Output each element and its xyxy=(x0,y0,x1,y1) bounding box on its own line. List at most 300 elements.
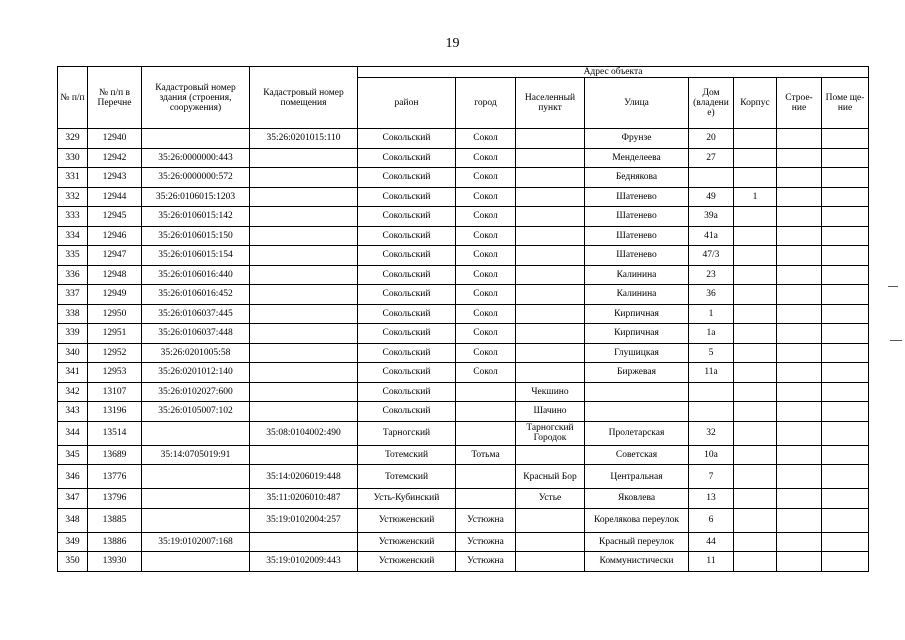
cell-settlement xyxy=(516,226,585,246)
cell-num: 347 xyxy=(58,489,88,509)
cell-house: 1а xyxy=(689,324,734,344)
table-row xyxy=(58,265,869,285)
cell-structure xyxy=(777,421,822,445)
cell-structure xyxy=(777,465,822,489)
table-row xyxy=(58,304,869,324)
cell-list-num: 12952 xyxy=(88,343,142,363)
cell-street: Кирпичная xyxy=(585,324,689,344)
cell-corpus xyxy=(734,402,777,422)
cell-district: Сокольский xyxy=(358,148,456,168)
cell-city xyxy=(456,382,516,402)
cell-district: Сокольский xyxy=(358,363,456,383)
cell-house: 5 xyxy=(689,343,734,363)
property-registry-table xyxy=(57,66,869,572)
cell-district: Сокольский xyxy=(358,226,456,246)
cell-premises xyxy=(822,382,869,402)
cell-structure xyxy=(777,207,822,227)
cell-room-cadastral xyxy=(250,187,358,207)
header-corpus: Корпус xyxy=(734,78,777,129)
cell-premises xyxy=(822,285,869,305)
cell-num: 333 xyxy=(58,207,88,227)
cell-corpus xyxy=(734,168,777,188)
cell-premises xyxy=(822,129,869,149)
cell-corpus xyxy=(734,508,777,532)
cell-premises xyxy=(822,207,869,227)
cell-district: Сокольский xyxy=(358,304,456,324)
cell-room-cadastral: 35:08:0104002:490 xyxy=(250,421,358,445)
cell-list-num: 12943 xyxy=(88,168,142,188)
cell-list-num: 13886 xyxy=(88,532,142,552)
cell-district: Тотемский xyxy=(358,465,456,489)
cell-list-num: 12953 xyxy=(88,363,142,383)
cell-district: Сокольский xyxy=(358,265,456,285)
cell-premises xyxy=(822,226,869,246)
cell-building-cadastral: 35:26:0201005:58 xyxy=(142,343,250,363)
cell-num: 340 xyxy=(58,343,88,363)
cell-list-num: 13196 xyxy=(88,402,142,422)
cell-corpus xyxy=(734,265,777,285)
header-street: Улица xyxy=(585,78,689,129)
cell-room-cadastral: 35:19:0102004:257 xyxy=(250,508,358,532)
cell-building-cadastral: 35:26:0201012:140 xyxy=(142,363,250,383)
cell-corpus xyxy=(734,343,777,363)
cell-premises xyxy=(822,532,869,552)
cell-district: Тарногский xyxy=(358,421,456,445)
header-settlement: Населенный пункт xyxy=(516,78,585,129)
cell-city xyxy=(456,421,516,445)
cell-room-cadastral: 35:11:0206010:487 xyxy=(250,489,358,509)
cell-corpus xyxy=(734,382,777,402)
cell-premises xyxy=(822,343,869,363)
cell-city: Сокол xyxy=(456,343,516,363)
table-row xyxy=(58,508,869,532)
cell-building-cadastral: 35:26:0105007:102 xyxy=(142,402,250,422)
cell-settlement xyxy=(516,445,585,465)
cell-street: Шатенево xyxy=(585,207,689,227)
cell-street: Калинина xyxy=(585,285,689,305)
cell-num: 338 xyxy=(58,304,88,324)
cell-settlement xyxy=(516,168,585,188)
cell-corpus xyxy=(734,532,777,552)
cell-list-num: 13776 xyxy=(88,465,142,489)
table-row xyxy=(58,363,869,383)
cell-corpus xyxy=(734,324,777,344)
cell-house: 32 xyxy=(689,421,734,445)
cell-house: 49 xyxy=(689,187,734,207)
cell-list-num: 13885 xyxy=(88,508,142,532)
cell-list-num: 12946 xyxy=(88,226,142,246)
cell-premises xyxy=(822,552,869,572)
cell-room-cadastral xyxy=(250,168,358,188)
cell-city: Сокол xyxy=(456,363,516,383)
cell-room-cadastral xyxy=(250,363,358,383)
cell-corpus xyxy=(734,285,777,305)
cell-city xyxy=(456,402,516,422)
cell-district: Сокольский xyxy=(358,207,456,227)
cell-room-cadastral xyxy=(250,207,358,227)
cell-city: Сокол xyxy=(456,285,516,305)
table-row xyxy=(58,465,869,489)
cell-house xyxy=(689,382,734,402)
cell-house: 1 xyxy=(689,304,734,324)
header-city: город xyxy=(456,78,516,129)
cell-building-cadastral xyxy=(142,508,250,532)
cell-structure xyxy=(777,445,822,465)
cell-num: 344 xyxy=(58,421,88,445)
cell-list-num: 12942 xyxy=(88,148,142,168)
table-body xyxy=(58,129,869,572)
cell-settlement xyxy=(516,532,585,552)
header-list-num: № п/п в Перечне xyxy=(88,67,142,129)
cell-city: Сокол xyxy=(456,187,516,207)
margin-mark xyxy=(890,340,902,341)
cell-street: Советская xyxy=(585,445,689,465)
cell-structure xyxy=(777,265,822,285)
cell-building-cadastral: 35:26:0106015:1203 xyxy=(142,187,250,207)
cell-building-cadastral: 35:26:0102027:600 xyxy=(142,382,250,402)
cell-settlement xyxy=(516,552,585,572)
cell-list-num: 12948 xyxy=(88,265,142,285)
cell-structure xyxy=(777,532,822,552)
cell-street: Центральная xyxy=(585,465,689,489)
cell-city: Сокол xyxy=(456,226,516,246)
cell-house: 27 xyxy=(689,148,734,168)
cell-city: Устюжна xyxy=(456,552,516,572)
cell-house: 47/3 xyxy=(689,246,734,266)
cell-city xyxy=(456,465,516,489)
cell-house xyxy=(689,402,734,422)
cell-list-num: 12945 xyxy=(88,207,142,227)
table-row xyxy=(58,532,869,552)
cell-premises xyxy=(822,508,869,532)
cell-num: 337 xyxy=(58,285,88,305)
cell-room-cadastral: 35:14:0206019:448 xyxy=(250,465,358,489)
cell-building-cadastral xyxy=(142,465,250,489)
cell-street: Менделеева xyxy=(585,148,689,168)
cell-district: Устюженский xyxy=(358,532,456,552)
cell-list-num: 12951 xyxy=(88,324,142,344)
cell-house: 41а xyxy=(689,226,734,246)
cell-house: 7 xyxy=(689,465,734,489)
cell-city: Сокол xyxy=(456,168,516,188)
cell-settlement xyxy=(516,363,585,383)
cell-structure xyxy=(777,508,822,532)
cell-structure xyxy=(777,324,822,344)
cell-district: Тотемский xyxy=(358,445,456,465)
cell-room-cadastral xyxy=(250,304,358,324)
cell-settlement xyxy=(516,304,585,324)
cell-corpus xyxy=(734,552,777,572)
cell-num: 350 xyxy=(58,552,88,572)
cell-house: 23 xyxy=(689,265,734,285)
cell-house: 44 xyxy=(689,532,734,552)
cell-district: Устюженский xyxy=(358,552,456,572)
cell-street: Калинина xyxy=(585,265,689,285)
cell-room-cadastral xyxy=(250,532,358,552)
header-address-group: Адрес объекта xyxy=(358,67,869,78)
cell-building-cadastral: 35:26:0106015:154 xyxy=(142,246,250,266)
cell-structure xyxy=(777,382,822,402)
cell-house xyxy=(689,168,734,188)
cell-structure xyxy=(777,285,822,305)
cell-house: 36 xyxy=(689,285,734,305)
cell-settlement xyxy=(516,187,585,207)
cell-corpus xyxy=(734,246,777,266)
cell-street: Пролетарская xyxy=(585,421,689,445)
header-num: № п/п xyxy=(58,67,88,129)
cell-room-cadastral: 35:19:0102009:443 xyxy=(250,552,358,572)
cell-city: Сокол xyxy=(456,129,516,149)
cell-num: 343 xyxy=(58,402,88,422)
cell-city: Сокол xyxy=(456,324,516,344)
cell-settlement xyxy=(516,265,585,285)
cell-city xyxy=(456,489,516,509)
table-row xyxy=(58,207,869,227)
cell-list-num: 13930 xyxy=(88,552,142,572)
cell-num: 332 xyxy=(58,187,88,207)
cell-district: Сокольский xyxy=(358,382,456,402)
cell-building-cadastral: 35:26:0106037:445 xyxy=(142,304,250,324)
cell-num: 334 xyxy=(58,226,88,246)
cell-house: 6 xyxy=(689,508,734,532)
table-row xyxy=(58,343,869,363)
cell-corpus xyxy=(734,421,777,445)
cell-room-cadastral xyxy=(250,285,358,305)
cell-premises xyxy=(822,489,869,509)
cell-settlement xyxy=(516,207,585,227)
cell-structure xyxy=(777,246,822,266)
cell-city: Сокол xyxy=(456,148,516,168)
cell-num: 335 xyxy=(58,246,88,266)
cell-house: 13 xyxy=(689,489,734,509)
cell-settlement: Тарногский Городок xyxy=(516,421,585,445)
cell-corpus xyxy=(734,207,777,227)
cell-city: Тотьма xyxy=(456,445,516,465)
table-row xyxy=(58,402,869,422)
cell-list-num: 13107 xyxy=(88,382,142,402)
cell-premises xyxy=(822,445,869,465)
cell-street xyxy=(585,402,689,422)
cell-num: 329 xyxy=(58,129,88,149)
cell-street: Беднякова xyxy=(585,168,689,188)
cell-building-cadastral: 35:26:0106016:452 xyxy=(142,285,250,305)
cell-list-num: 12947 xyxy=(88,246,142,266)
cell-settlement xyxy=(516,129,585,149)
cell-building-cadastral: 35:19:0102007:168 xyxy=(142,532,250,552)
cell-num: 342 xyxy=(58,382,88,402)
table-row xyxy=(58,382,869,402)
cell-street xyxy=(585,382,689,402)
cell-num: 348 xyxy=(58,508,88,532)
cell-corpus xyxy=(734,148,777,168)
header-district: район xyxy=(358,78,456,129)
cell-district: Сокольский xyxy=(358,246,456,266)
table-row xyxy=(58,421,869,445)
cell-building-cadastral: 35:26:0106037:448 xyxy=(142,324,250,344)
cell-corpus xyxy=(734,129,777,149)
table-row xyxy=(58,129,869,149)
cell-num: 341 xyxy=(58,363,88,383)
cell-settlement xyxy=(516,343,585,363)
cell-premises xyxy=(822,148,869,168)
cell-num: 331 xyxy=(58,168,88,188)
cell-premises xyxy=(822,304,869,324)
cell-corpus xyxy=(734,445,777,465)
cell-street: Яковлева xyxy=(585,489,689,509)
cell-building-cadastral: 35:26:0106015:142 xyxy=(142,207,250,227)
cell-building-cadastral xyxy=(142,552,250,572)
cell-settlement xyxy=(516,148,585,168)
cell-premises xyxy=(822,402,869,422)
cell-list-num: 13796 xyxy=(88,489,142,509)
cell-room-cadastral xyxy=(250,445,358,465)
cell-district: Усть-Кубинский xyxy=(358,489,456,509)
cell-house: 11 xyxy=(689,552,734,572)
cell-list-num: 13689 xyxy=(88,445,142,465)
table-row xyxy=(58,226,869,246)
cell-building-cadastral: 35:26:0000000:572 xyxy=(142,168,250,188)
cell-building-cadastral xyxy=(142,421,250,445)
cell-corpus xyxy=(734,489,777,509)
cell-room-cadastral xyxy=(250,246,358,266)
cell-structure xyxy=(777,168,822,188)
cell-street: Шатенево xyxy=(585,226,689,246)
cell-structure xyxy=(777,363,822,383)
cell-room-cadastral xyxy=(250,382,358,402)
header-house: Дом (владени е) xyxy=(689,78,734,129)
header-room-cadastral: Кадастровый номер помещения xyxy=(250,67,358,129)
cell-structure xyxy=(777,226,822,246)
cell-building-cadastral: 35:26:0106016:440 xyxy=(142,265,250,285)
cell-city: Устюжна xyxy=(456,508,516,532)
cell-room-cadastral xyxy=(250,265,358,285)
cell-structure xyxy=(777,489,822,509)
cell-premises xyxy=(822,421,869,445)
cell-street: Шатенево xyxy=(585,187,689,207)
cell-district: Сокольский xyxy=(358,129,456,149)
cell-settlement xyxy=(516,508,585,532)
cell-room-cadastral xyxy=(250,343,358,363)
header-premises: Поме ще- ние xyxy=(822,78,869,129)
table-row xyxy=(58,445,869,465)
cell-district: Сокольский xyxy=(358,324,456,344)
cell-room-cadastral xyxy=(250,402,358,422)
cell-district: Сокольский xyxy=(358,343,456,363)
cell-building-cadastral: 35:14:0705019:91 xyxy=(142,445,250,465)
cell-settlement: Устье xyxy=(516,489,585,509)
cell-street: Коммунистически xyxy=(585,552,689,572)
cell-city: Сокол xyxy=(456,265,516,285)
cell-room-cadastral xyxy=(250,148,358,168)
margin-mark xyxy=(888,286,898,287)
cell-room-cadastral: 35:26:0201015:110 xyxy=(250,129,358,149)
cell-num: 346 xyxy=(58,465,88,489)
cell-settlement xyxy=(516,324,585,344)
cell-settlement xyxy=(516,285,585,305)
cell-list-num: 13514 xyxy=(88,421,142,445)
table-row xyxy=(58,168,869,188)
cell-premises xyxy=(822,363,869,383)
cell-corpus xyxy=(734,226,777,246)
cell-structure xyxy=(777,304,822,324)
table-row xyxy=(58,552,869,572)
cell-room-cadastral xyxy=(250,226,358,246)
cell-city: Сокол xyxy=(456,246,516,266)
cell-corpus: 1 xyxy=(734,187,777,207)
cell-building-cadastral: 35:26:0000000:443 xyxy=(142,148,250,168)
page-number: 19 xyxy=(445,36,460,51)
cell-settlement: Красный Бор xyxy=(516,465,585,489)
cell-premises xyxy=(822,324,869,344)
cell-corpus xyxy=(734,363,777,383)
cell-house: 39а xyxy=(689,207,734,227)
cell-street: Шатенево xyxy=(585,246,689,266)
table-row xyxy=(58,246,869,266)
cell-district: Сокольский xyxy=(358,187,456,207)
cell-house: 20 xyxy=(689,129,734,149)
cell-city: Сокол xyxy=(456,304,516,324)
cell-list-num: 12950 xyxy=(88,304,142,324)
cell-street: Биржевая xyxy=(585,363,689,383)
cell-building-cadastral xyxy=(142,129,250,149)
cell-structure xyxy=(777,148,822,168)
cell-list-num: 12940 xyxy=(88,129,142,149)
cell-house: 11а xyxy=(689,363,734,383)
cell-structure xyxy=(777,402,822,422)
cell-settlement: Чекшино xyxy=(516,382,585,402)
cell-street: Корелякова переулок xyxy=(585,508,689,532)
table-row xyxy=(58,324,869,344)
header-structure: Строе- ние xyxy=(777,78,822,129)
cell-structure xyxy=(777,187,822,207)
cell-list-num: 12944 xyxy=(88,187,142,207)
cell-settlement xyxy=(516,246,585,266)
cell-house: 10а xyxy=(689,445,734,465)
cell-city: Сокол xyxy=(456,207,516,227)
cell-num: 349 xyxy=(58,532,88,552)
cell-corpus xyxy=(734,465,777,489)
header-building-cadastral: Кадастровый номер здания (строения, сооружения) xyxy=(142,67,250,129)
table-row xyxy=(58,187,869,207)
cell-district: Сокольский xyxy=(358,402,456,422)
cell-city: Устюжна xyxy=(456,532,516,552)
cell-district: Сокольский xyxy=(358,168,456,188)
cell-premises xyxy=(822,187,869,207)
cell-structure xyxy=(777,343,822,363)
cell-num: 345 xyxy=(58,445,88,465)
cell-premises xyxy=(822,168,869,188)
cell-structure xyxy=(777,552,822,572)
table-row xyxy=(58,489,869,509)
cell-num: 330 xyxy=(58,148,88,168)
cell-street: Кирпичная xyxy=(585,304,689,324)
cell-district: Сокольский xyxy=(358,285,456,305)
cell-num: 339 xyxy=(58,324,88,344)
cell-corpus xyxy=(734,304,777,324)
cell-premises xyxy=(822,265,869,285)
cell-num: 336 xyxy=(58,265,88,285)
cell-premises xyxy=(822,465,869,489)
cell-premises xyxy=(822,246,869,266)
cell-list-num: 12949 xyxy=(88,285,142,305)
cell-district: Устюженский xyxy=(358,508,456,532)
cell-street: Глушицкая xyxy=(585,343,689,363)
cell-settlement: Шачино xyxy=(516,402,585,422)
table-row xyxy=(58,285,869,305)
cell-street: Красный переулок xyxy=(585,532,689,552)
table-row xyxy=(58,148,869,168)
cell-street: Фрунзе xyxy=(585,129,689,149)
